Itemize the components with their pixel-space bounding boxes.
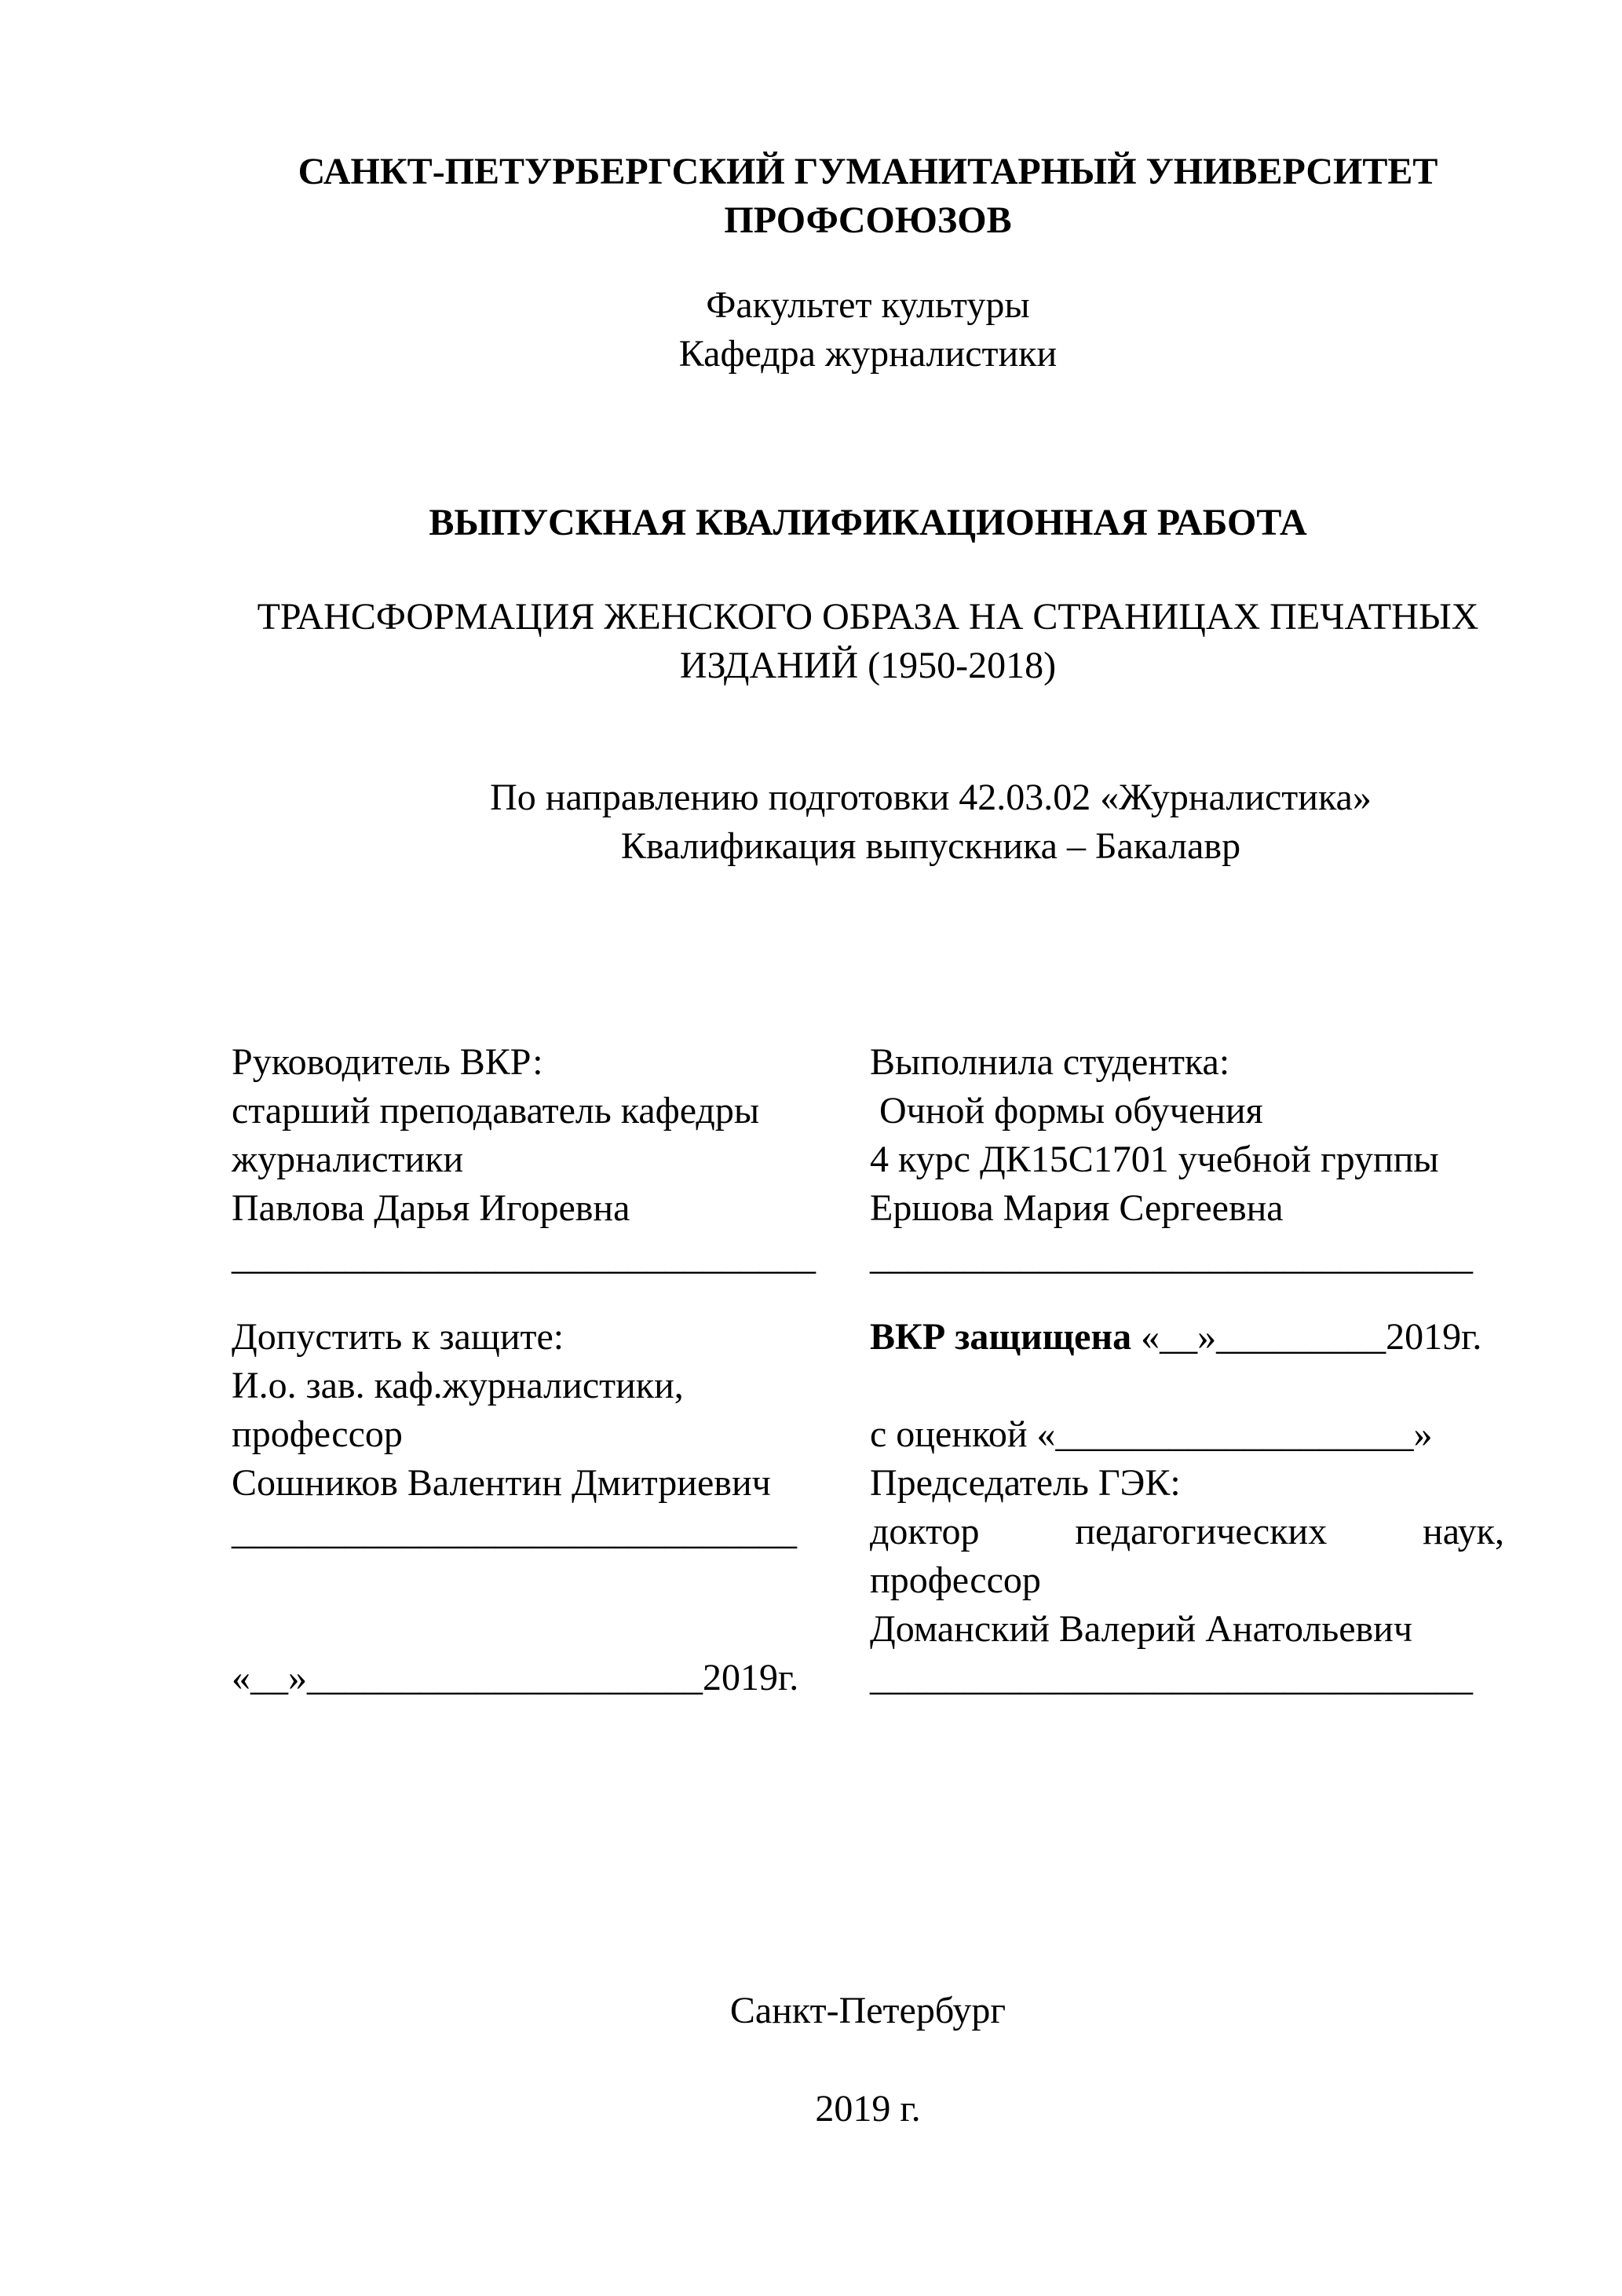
defense-date-blank: «__»_________2019г. <box>1131 1316 1482 1358</box>
footer-year: 2019 г. <box>815 2088 921 2130</box>
admission-position-line2: профессор <box>232 1413 403 1455</box>
supervisor-column <box>232 1038 832 1281</box>
university-header <box>232 148 1504 245</box>
student-study-form: Очной формы обучения <box>870 1090 1263 1132</box>
defense-date-line <box>870 1313 1504 1362</box>
admission-column <box>232 1313 832 1702</box>
faculty-name: Факультет культуры <box>706 284 1030 326</box>
blank-line <box>870 1362 1504 1410</box>
supervisor-student-columns <box>232 1038 1504 1281</box>
supervisor-role-label: Руководитель ВКР: <box>232 1041 543 1083</box>
student-column <box>870 1038 1504 1281</box>
graduate-qualification: Квалификация выпускника – Бакалавр <box>620 825 1241 867</box>
work-type-block <box>232 499 1504 547</box>
admission-date-underscores: _____________________ <box>307 1657 703 1698</box>
footer-city: Санкт-Петербург <box>729 1990 1006 2031</box>
defense-column <box>870 1313 1504 1702</box>
university-name-line1: САНКТ-ПЕТУРБЕРГСКИЙ ГУМАНИТАРНЫЙ УНИВЕРСИТЕТ <box>298 151 1438 192</box>
admission-position-line1: И.о. зав. каф.журналистики, <box>232 1365 684 1406</box>
admission-signature-line: ______________________________ <box>232 1511 797 1552</box>
supervisor-name: Павлова Дарья Игоревна <box>232 1187 630 1229</box>
student-signature-line: ________________________________ <box>870 1236 1473 1278</box>
blank-line <box>232 1605 832 1654</box>
chairman-degree-line <box>870 1508 1504 1556</box>
admission-date-quotes: «__» <box>232 1657 307 1698</box>
defense-grade-line: с оценкой «___________________» <box>870 1413 1433 1455</box>
admission-signer-name: Сошников Валентин Дмитриевич <box>232 1462 771 1504</box>
admission-label: Допустить к защите: <box>232 1316 564 1358</box>
supervisor-signature-line: _______________________________ <box>232 1236 816 1278</box>
admission-date-line <box>232 1654 832 1702</box>
supervisor-position-line2: журналистики <box>232 1139 464 1180</box>
chairman-degree-line2: профессор <box>870 1559 1041 1601</box>
admission-defense-columns <box>232 1313 1504 1702</box>
student-name: Ершова Мария Сергеевна <box>870 1187 1284 1229</box>
student-group: 4 курс ДК15С1701 учебной группы <box>870 1139 1439 1180</box>
faculty-block <box>232 281 1504 378</box>
chairman-name: Доманский Валерий Анатольевич <box>870 1608 1413 1650</box>
degree-word-2: педагогических <box>1075 1511 1328 1552</box>
thesis-title-line1: ТРАНСФОРМАЦИЯ ЖЕНСКОГО ОБРАЗА НА СТРАНИЦАХ ПЕЧАТНЫХ <box>257 596 1479 638</box>
program-block <box>232 773 1504 871</box>
work-type-label: ВЫПУСКНАЯ КВАЛИФИКАЦИОННАЯ РАБОТА <box>429 502 1307 543</box>
student-role-label: Выполнила студентка: <box>870 1041 1230 1083</box>
thesis-title-line2: ИЗДАНИЙ (1950-2018) <box>679 645 1057 686</box>
thesis-title-block <box>232 593 1504 690</box>
chairman-label: Председатель ГЭК: <box>870 1462 1181 1504</box>
footer-city-block <box>232 1987 1504 2035</box>
admission-date-year: 2019г. <box>703 1657 799 1698</box>
department-name: Кафедра журналистики <box>678 333 1058 375</box>
footer-year-block <box>232 2085 1504 2133</box>
program-direction: По направлению подготовки 42.03.02 «Журналистика» <box>490 777 1372 818</box>
blank-line <box>232 1556 832 1605</box>
supervisor-position-line1: старший преподаватель кафедры <box>232 1090 760 1132</box>
defense-signature-line: ________________________________ <box>870 1657 1473 1698</box>
degree-word-3: наук, <box>1423 1511 1504 1552</box>
degree-word-1: доктор <box>870 1511 980 1552</box>
university-name-line2: ПРОФСОЮЗОВ <box>724 199 1012 241</box>
defense-defended-label: ВКР защищена <box>870 1316 1132 1358</box>
